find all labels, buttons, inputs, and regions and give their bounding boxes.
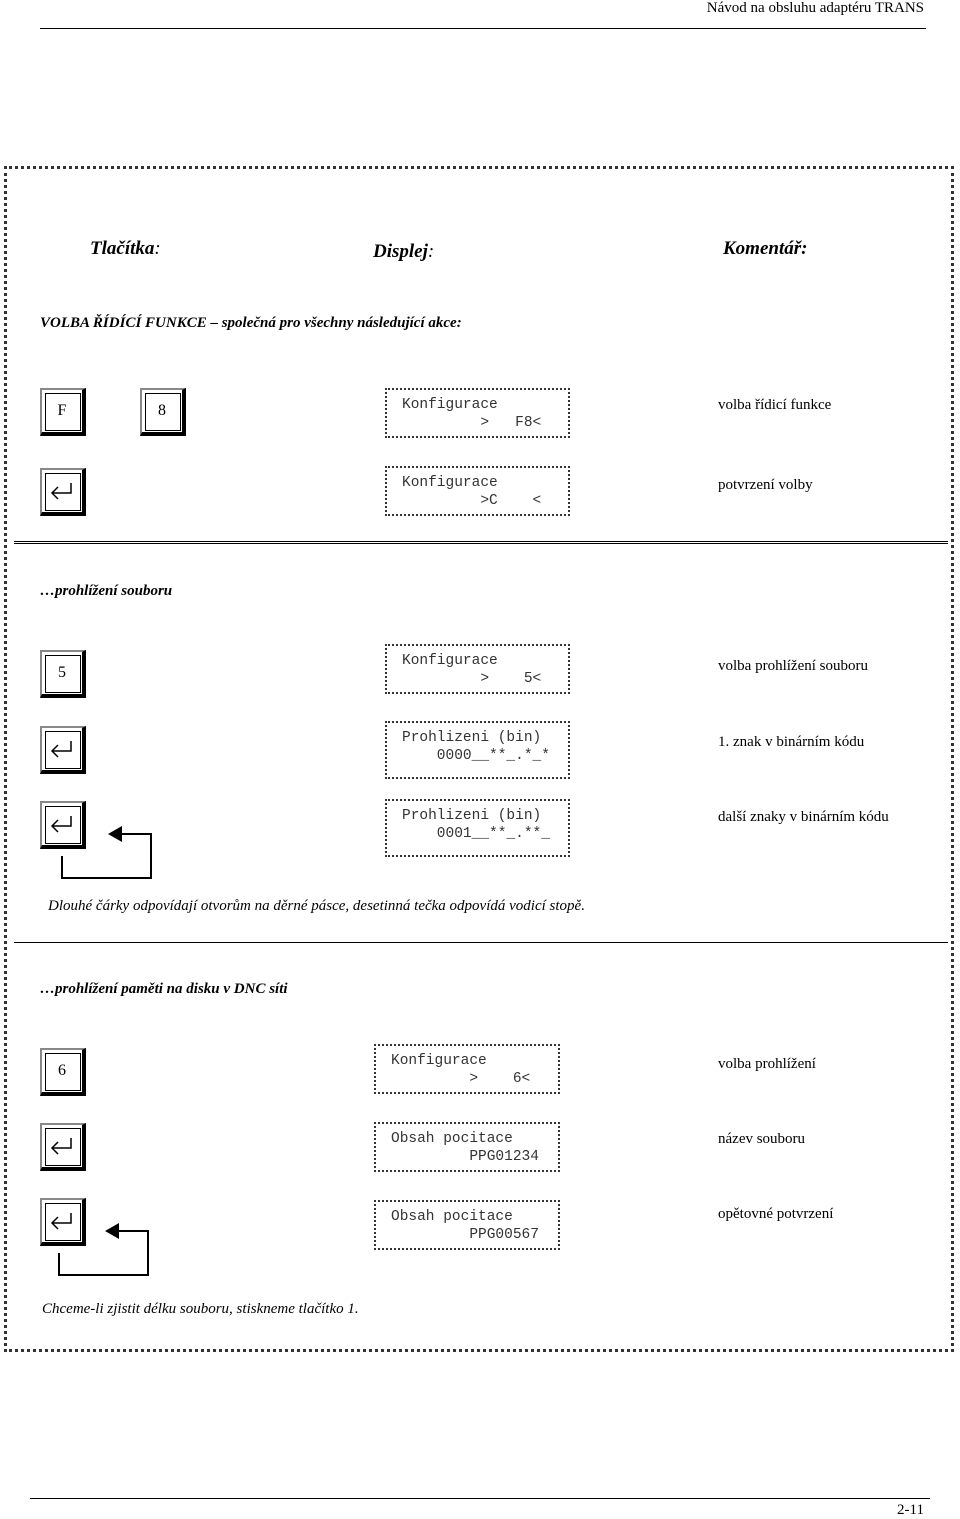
- lcd-display: Obsah pocitace PPG00567: [374, 1200, 560, 1250]
- document-header: Návod na obsluhu adaptéru TRANS: [706, 0, 924, 16]
- lcd-display: Konfigurace > 6<: [374, 1044, 560, 1094]
- section-title-dnc: …prohlížení paměti na disku v DNC síti: [40, 981, 288, 997]
- key-6[interactable]: [40, 1048, 86, 1096]
- lcd-display: Prohlizeni (bin) 0001__**_.**_: [385, 799, 570, 857]
- key-f[interactable]: [40, 388, 86, 436]
- key-label: 6: [58, 1062, 66, 1079]
- enter-icon: [49, 739, 75, 759]
- key-enter[interactable]: [40, 1123, 86, 1171]
- page-number: 2-11: [897, 1502, 924, 1518]
- lcd-display: Konfigurace > 5<: [385, 644, 570, 694]
- enter-icon: [49, 1136, 75, 1156]
- section-title-main: VOLBA ŘÍDÍCÍ FUNKCE – společná pro všechny následující akce:: [40, 315, 462, 331]
- note-file: Dlouhé čárky odpovídají otvorům na děrné pásce, desetinná tečka odpovídá vodicí stopě.: [48, 898, 585, 914]
- header-rule: [40, 28, 926, 29]
- comment-text: název souboru: [718, 1131, 806, 1147]
- comment-text: 1. znak v binárním kódu: [718, 734, 865, 750]
- comment-text: opětovné potvrzení: [718, 1206, 834, 1222]
- footer-rule: [30, 1498, 930, 1499]
- lcd-display: Obsah pocitace PPG01234: [374, 1122, 560, 1172]
- return-loop-arrow-icon: [57, 1217, 157, 1279]
- key-label: F: [57, 402, 67, 419]
- column-heading-comment: Komentář:: [723, 238, 808, 259]
- lcd-display: Konfigurace >C <: [385, 466, 570, 516]
- comment-text: potvrzení volby: [718, 477, 813, 493]
- comment-text: volba prohlížení: [718, 1056, 816, 1072]
- column-heading-buttons: Tlačítka:: [90, 238, 161, 259]
- comment-text: volba řídicí funkce: [718, 397, 832, 413]
- key-label: 8: [158, 402, 166, 419]
- comment-text: volba prohlížení souboru: [718, 658, 868, 674]
- key-enter[interactable]: [40, 468, 86, 516]
- section-divider: [14, 541, 948, 544]
- note-dnc: Chceme-li zjistit délku souboru, stiskneme tlačítko 1.: [42, 1301, 359, 1317]
- key-8[interactable]: [140, 388, 186, 436]
- section-title-file: …prohlížení souboru: [40, 583, 173, 599]
- enter-icon: [49, 481, 75, 501]
- key-5[interactable]: [40, 650, 86, 698]
- key-label: 5: [58, 664, 66, 681]
- lcd-display: Konfigurace > F8<: [385, 388, 570, 438]
- return-loop-arrow-icon: [60, 820, 160, 882]
- key-enter[interactable]: [40, 726, 86, 774]
- comment-text: další znaky v binárním kódu: [718, 809, 889, 825]
- section-divider: [14, 942, 948, 943]
- column-heading-display: Displej:: [373, 241, 435, 262]
- lcd-display: Prohlizeni (bin) 0000__**_.*_*: [385, 721, 570, 779]
